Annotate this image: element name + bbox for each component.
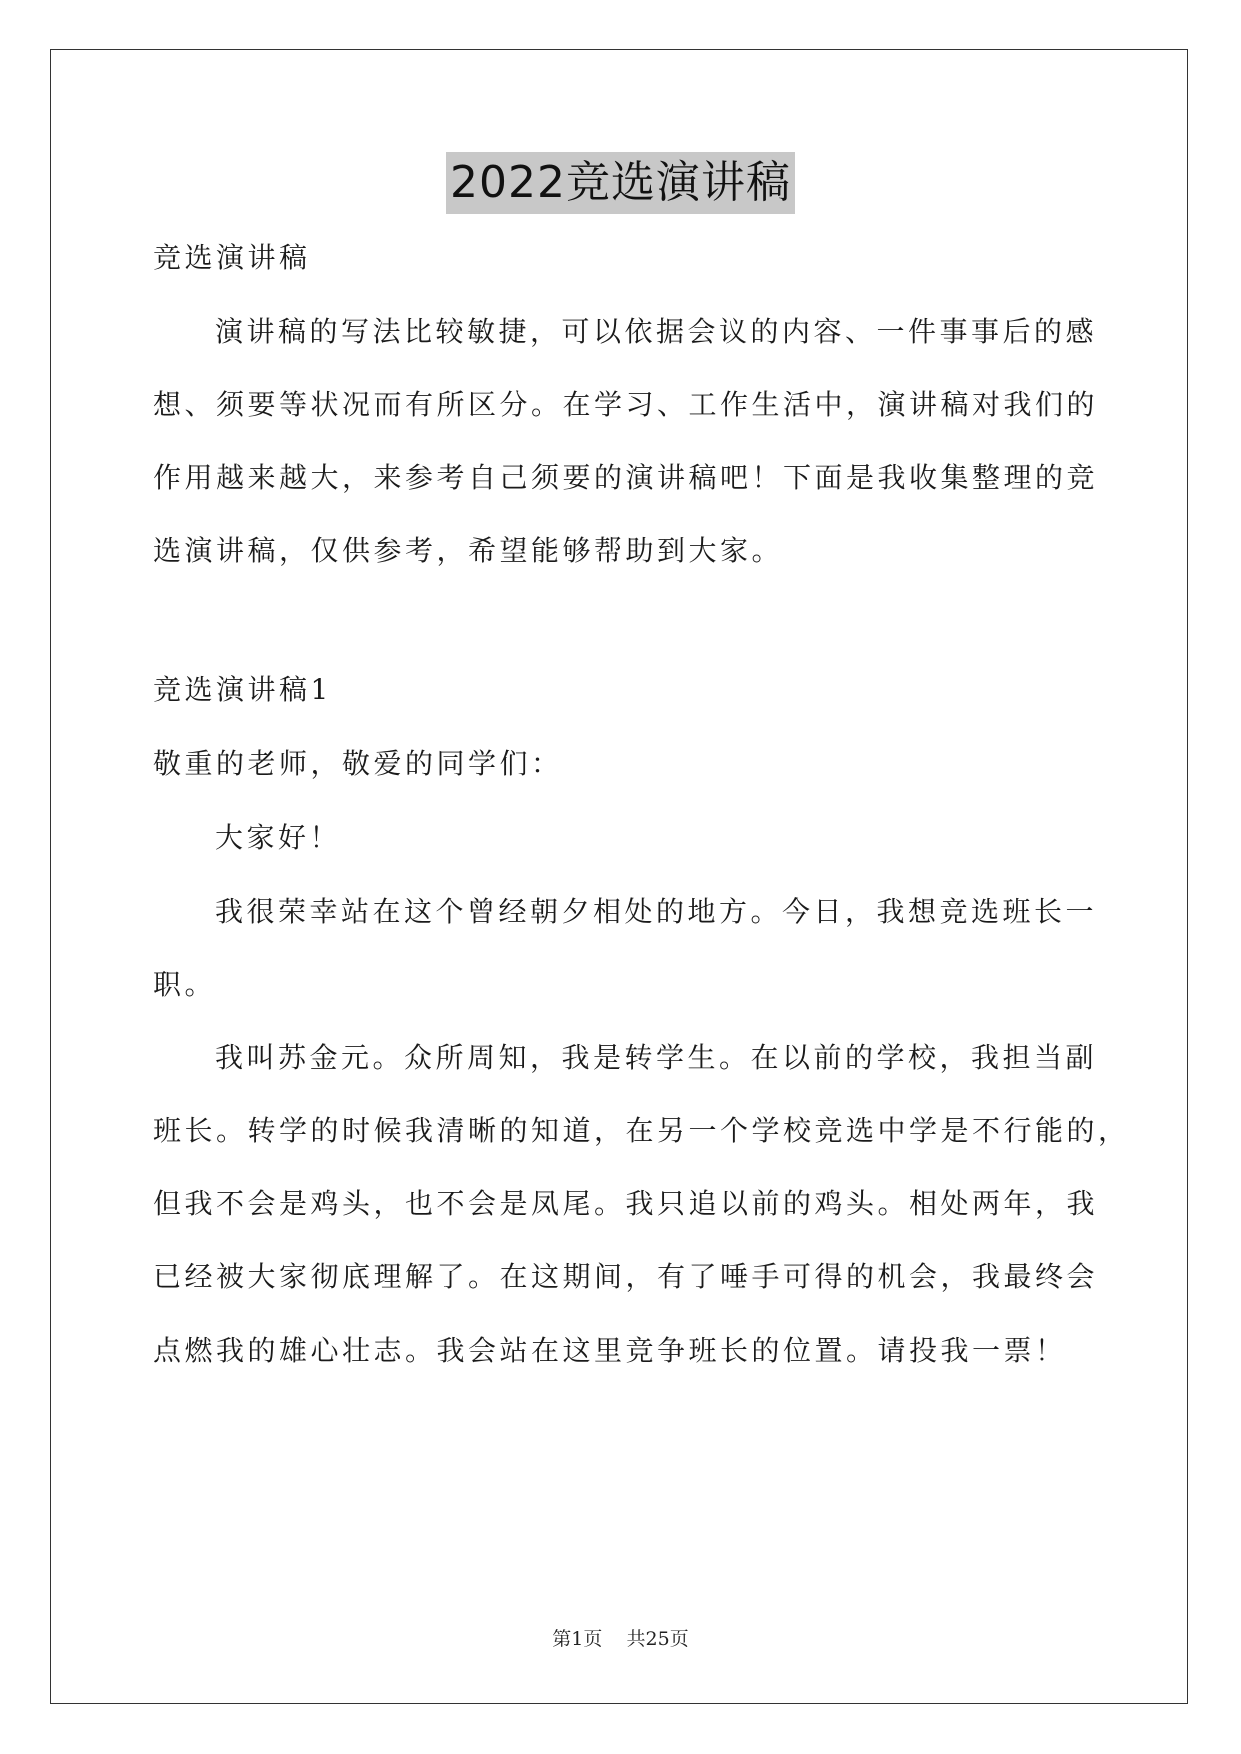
title-container xyxy=(0,152,1241,214)
page-border xyxy=(50,49,1188,1704)
section-heading: 竞选演讲稿1 xyxy=(153,673,332,706)
paragraph-line: 已经被大家彻底理解了。在这期间，有了唾手可得的机会，我最终会 xyxy=(153,1260,1099,1293)
salutation: 敬重的老师，敬爱的同学们： xyxy=(153,747,563,780)
paragraph-line: 职。 xyxy=(153,968,217,1001)
paragraph-line: 点燃我的雄心壮志。我会站在这里竞争班长的位置。请投我一票！ xyxy=(153,1334,1067,1367)
paragraph-line: 班长。转学的时候我清晰的知道，在另一个学校竞选中学是不行能的， xyxy=(153,1114,1130,1147)
paragraph-line: 想、须要等状况而有所区分。在学习、工作生活中，演讲稿对我们的 xyxy=(153,388,1099,421)
paragraph-line: 但我不会是鸡头，也不会是凤尾。我只追以前的鸡头。相处两年，我 xyxy=(153,1187,1099,1220)
total-pages: 共25页 xyxy=(626,1628,689,1650)
paragraph-line: 我叫苏金元。众所周知，我是转学生。在以前的学校，我担当副 xyxy=(215,1041,1098,1074)
document-title: 2022竞选演讲稿 xyxy=(446,152,795,214)
page-number: 第1页 xyxy=(552,1628,603,1650)
paragraph-line: 我很荣幸站在这个曾经朝夕相处的地方。今日，我想竞选班长一 xyxy=(215,895,1098,928)
section-heading: 竞选演讲稿 xyxy=(153,241,311,274)
page-footer xyxy=(0,1626,1241,1652)
paragraph-line: 演讲稿的写法比较敏捷，可以依据会议的内容、一件事事后的感 xyxy=(215,315,1098,348)
paragraph-line: 作用越来越大，来参考自己须要的演讲稿吧！下面是我收集整理的竞 xyxy=(153,461,1099,494)
greeting: 大家好！ xyxy=(215,821,342,854)
paragraph-line: 选演讲稿，仅供参考，希望能够帮助到大家。 xyxy=(153,534,784,567)
